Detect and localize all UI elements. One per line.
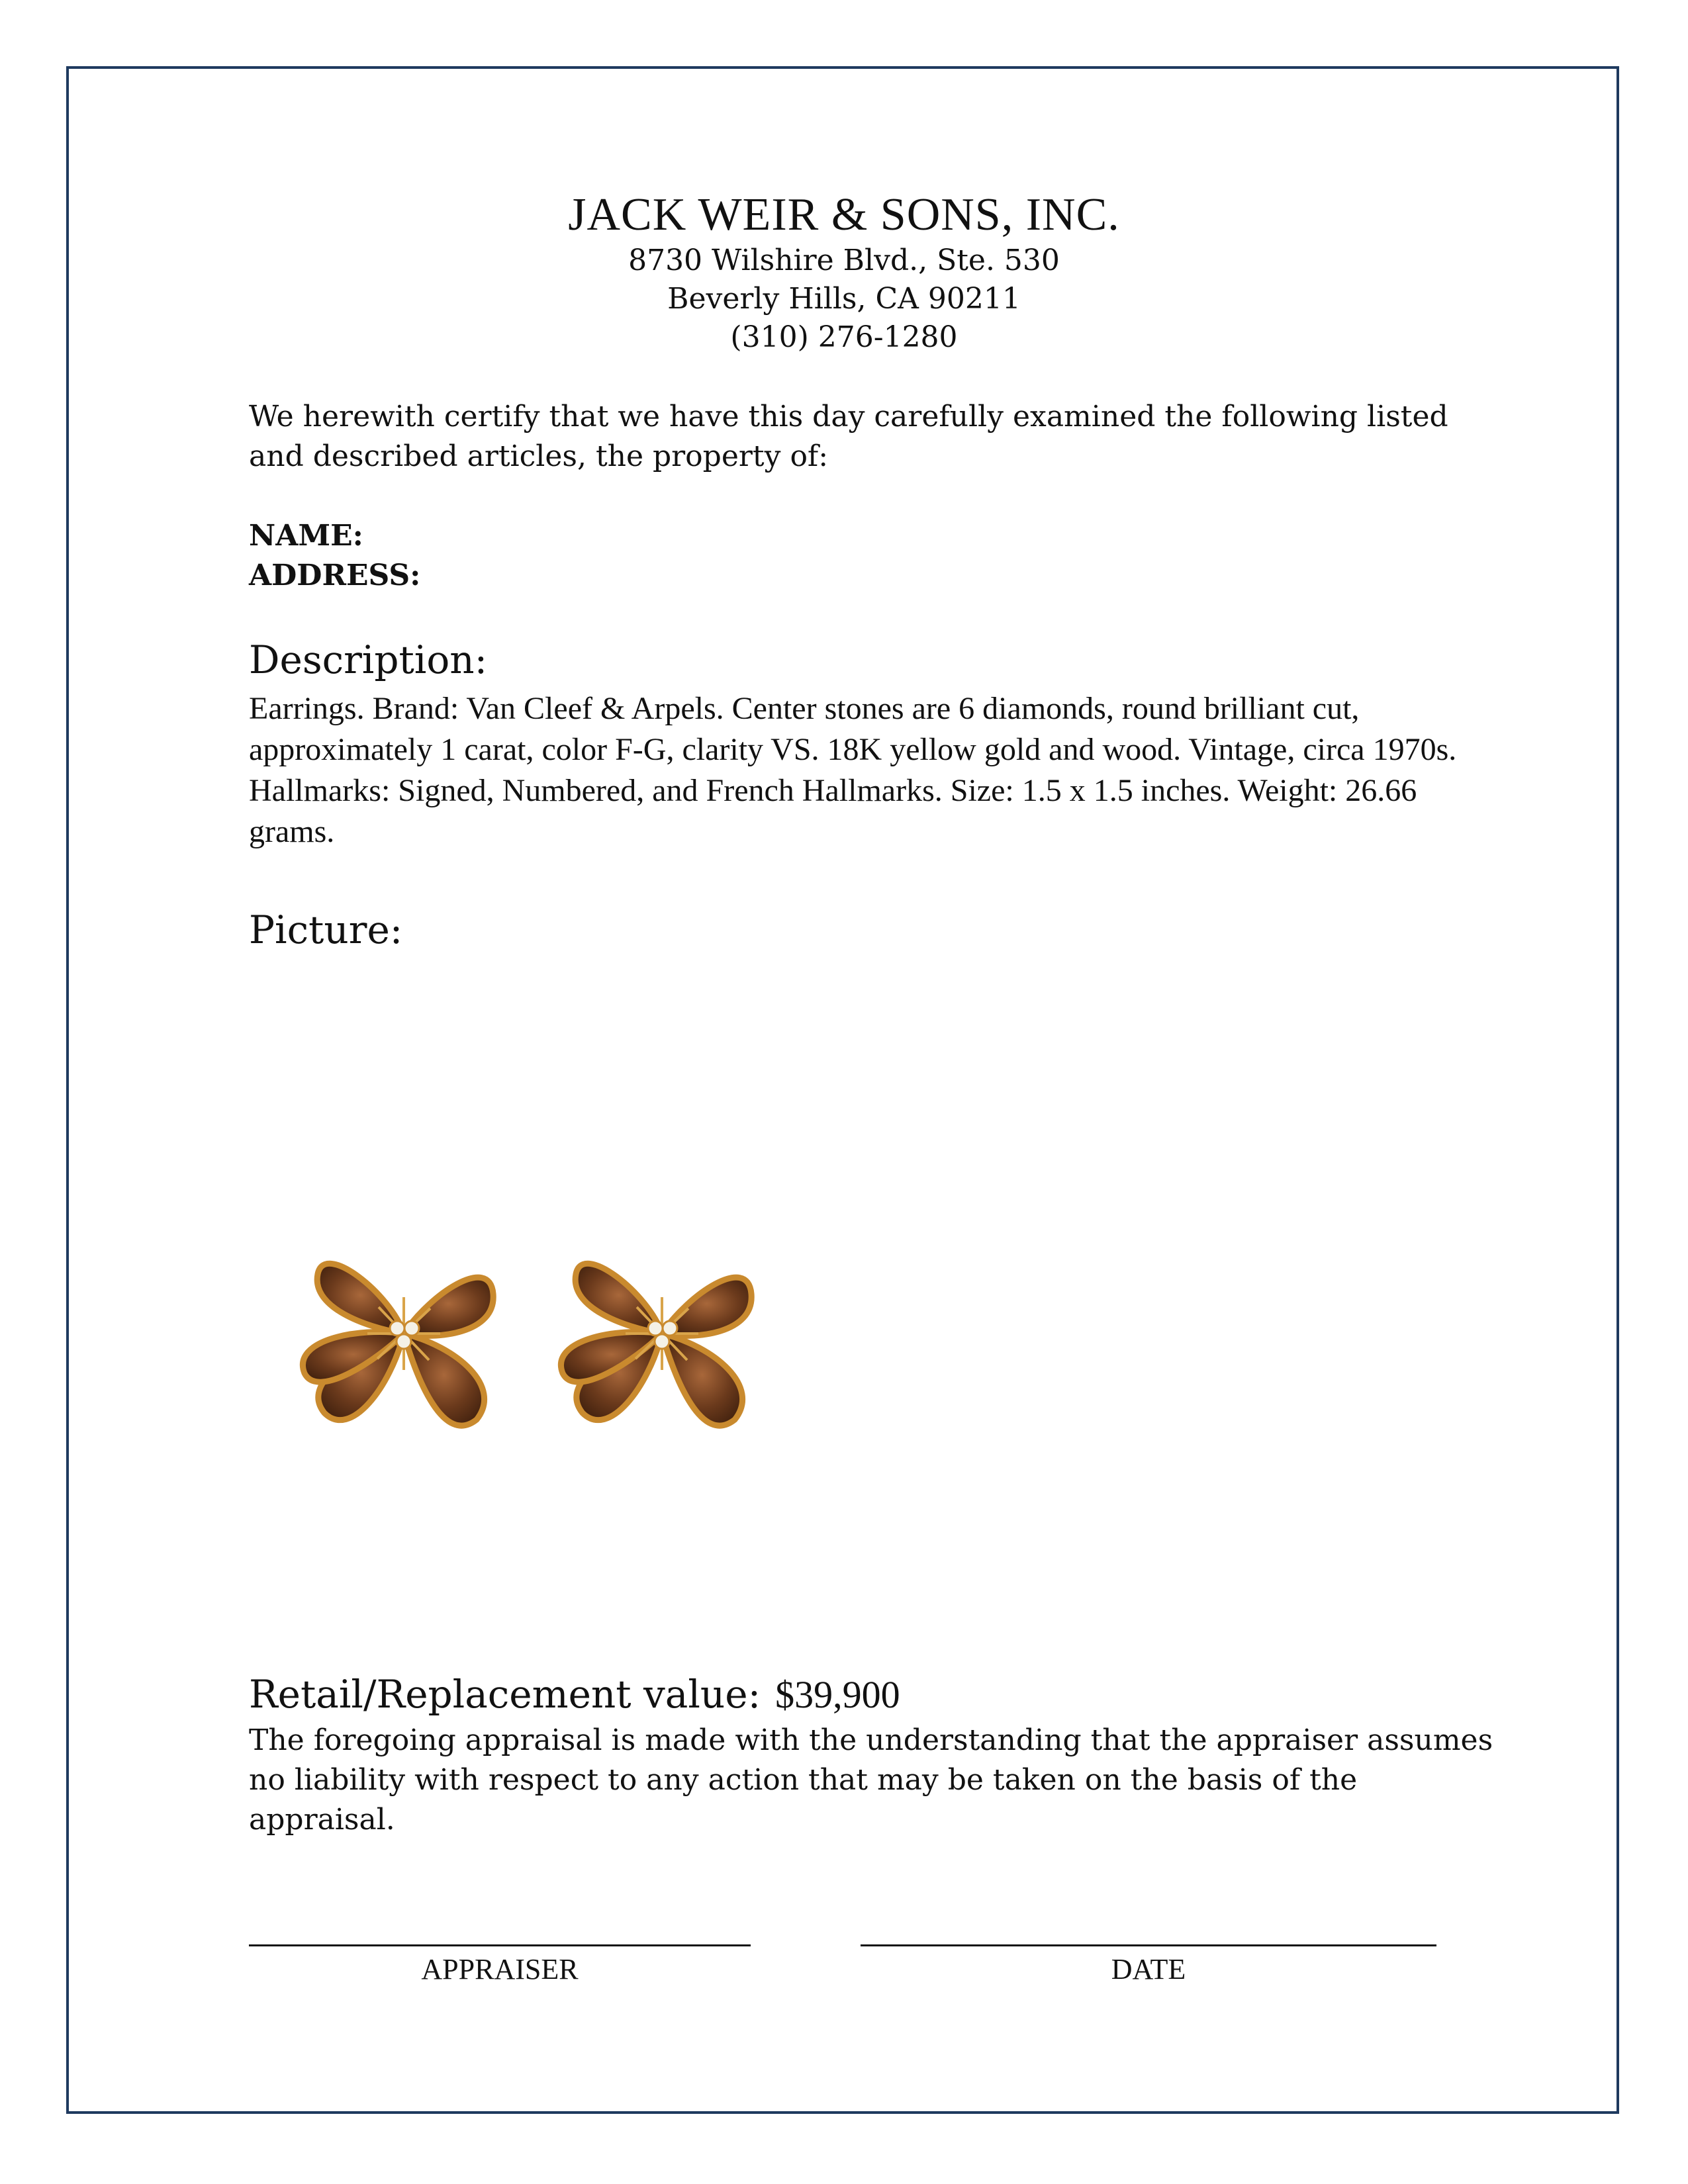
date-label: DATE: [1111, 1953, 1186, 1985]
description-heading: Description:: [249, 637, 488, 682]
letterhead: [0, 189, 1688, 357]
company-address-line1: 8730 Wilshire Blvd., Ste. 530: [628, 244, 1060, 277]
earrings-photo: [291, 1211, 794, 1456]
name-label: NAME:: [249, 519, 363, 553]
left-earring: [303, 1263, 493, 1426]
address-label: ADDRESS:: [249, 559, 421, 592]
retail-value-label: Retail/Replacement value:: [249, 1672, 761, 1717]
company-phone: (310) 276-1280: [730, 320, 958, 354]
certification-text: We herewith certify that we have this day carefully examined the following listed and described articles, the property of:: [249, 400, 1448, 473]
right-earring: [561, 1263, 751, 1426]
appraiser-signature-line: [249, 1944, 751, 1946]
retail-value-amount: $39,900: [775, 1673, 900, 1716]
retail-value-line: [249, 1671, 900, 1718]
company-address-line2: Beverly Hills, CA 90211: [667, 282, 1021, 316]
description-text: Earrings. Brand: Van Cleef & Arpels. Center stones are 6 diamonds, round brilliant cut, approximately 1 carat, color F-G, clarity VS. 18K yellow gold and wood. Vintage, circa 1970s. Hallmarks: Signed, Numbered, and French Hallmarks. Size: 1.5 x 1.5 inches. Weight: 26.66 grams.: [249, 691, 1457, 849]
date-signature-line: [861, 1944, 1436, 1946]
appraiser-label: APPRAISER: [421, 1953, 579, 1985]
company-name: JACK WEIR & SONS, INC.: [568, 189, 1120, 240]
disclaimer-text: The foregoing appraisal is made with the understanding that the appraiser assumes no liability with respect to any action that may be taken on the basis of the appraisal.: [249, 1723, 1493, 1837]
picture-heading: Picture:: [249, 907, 403, 952]
